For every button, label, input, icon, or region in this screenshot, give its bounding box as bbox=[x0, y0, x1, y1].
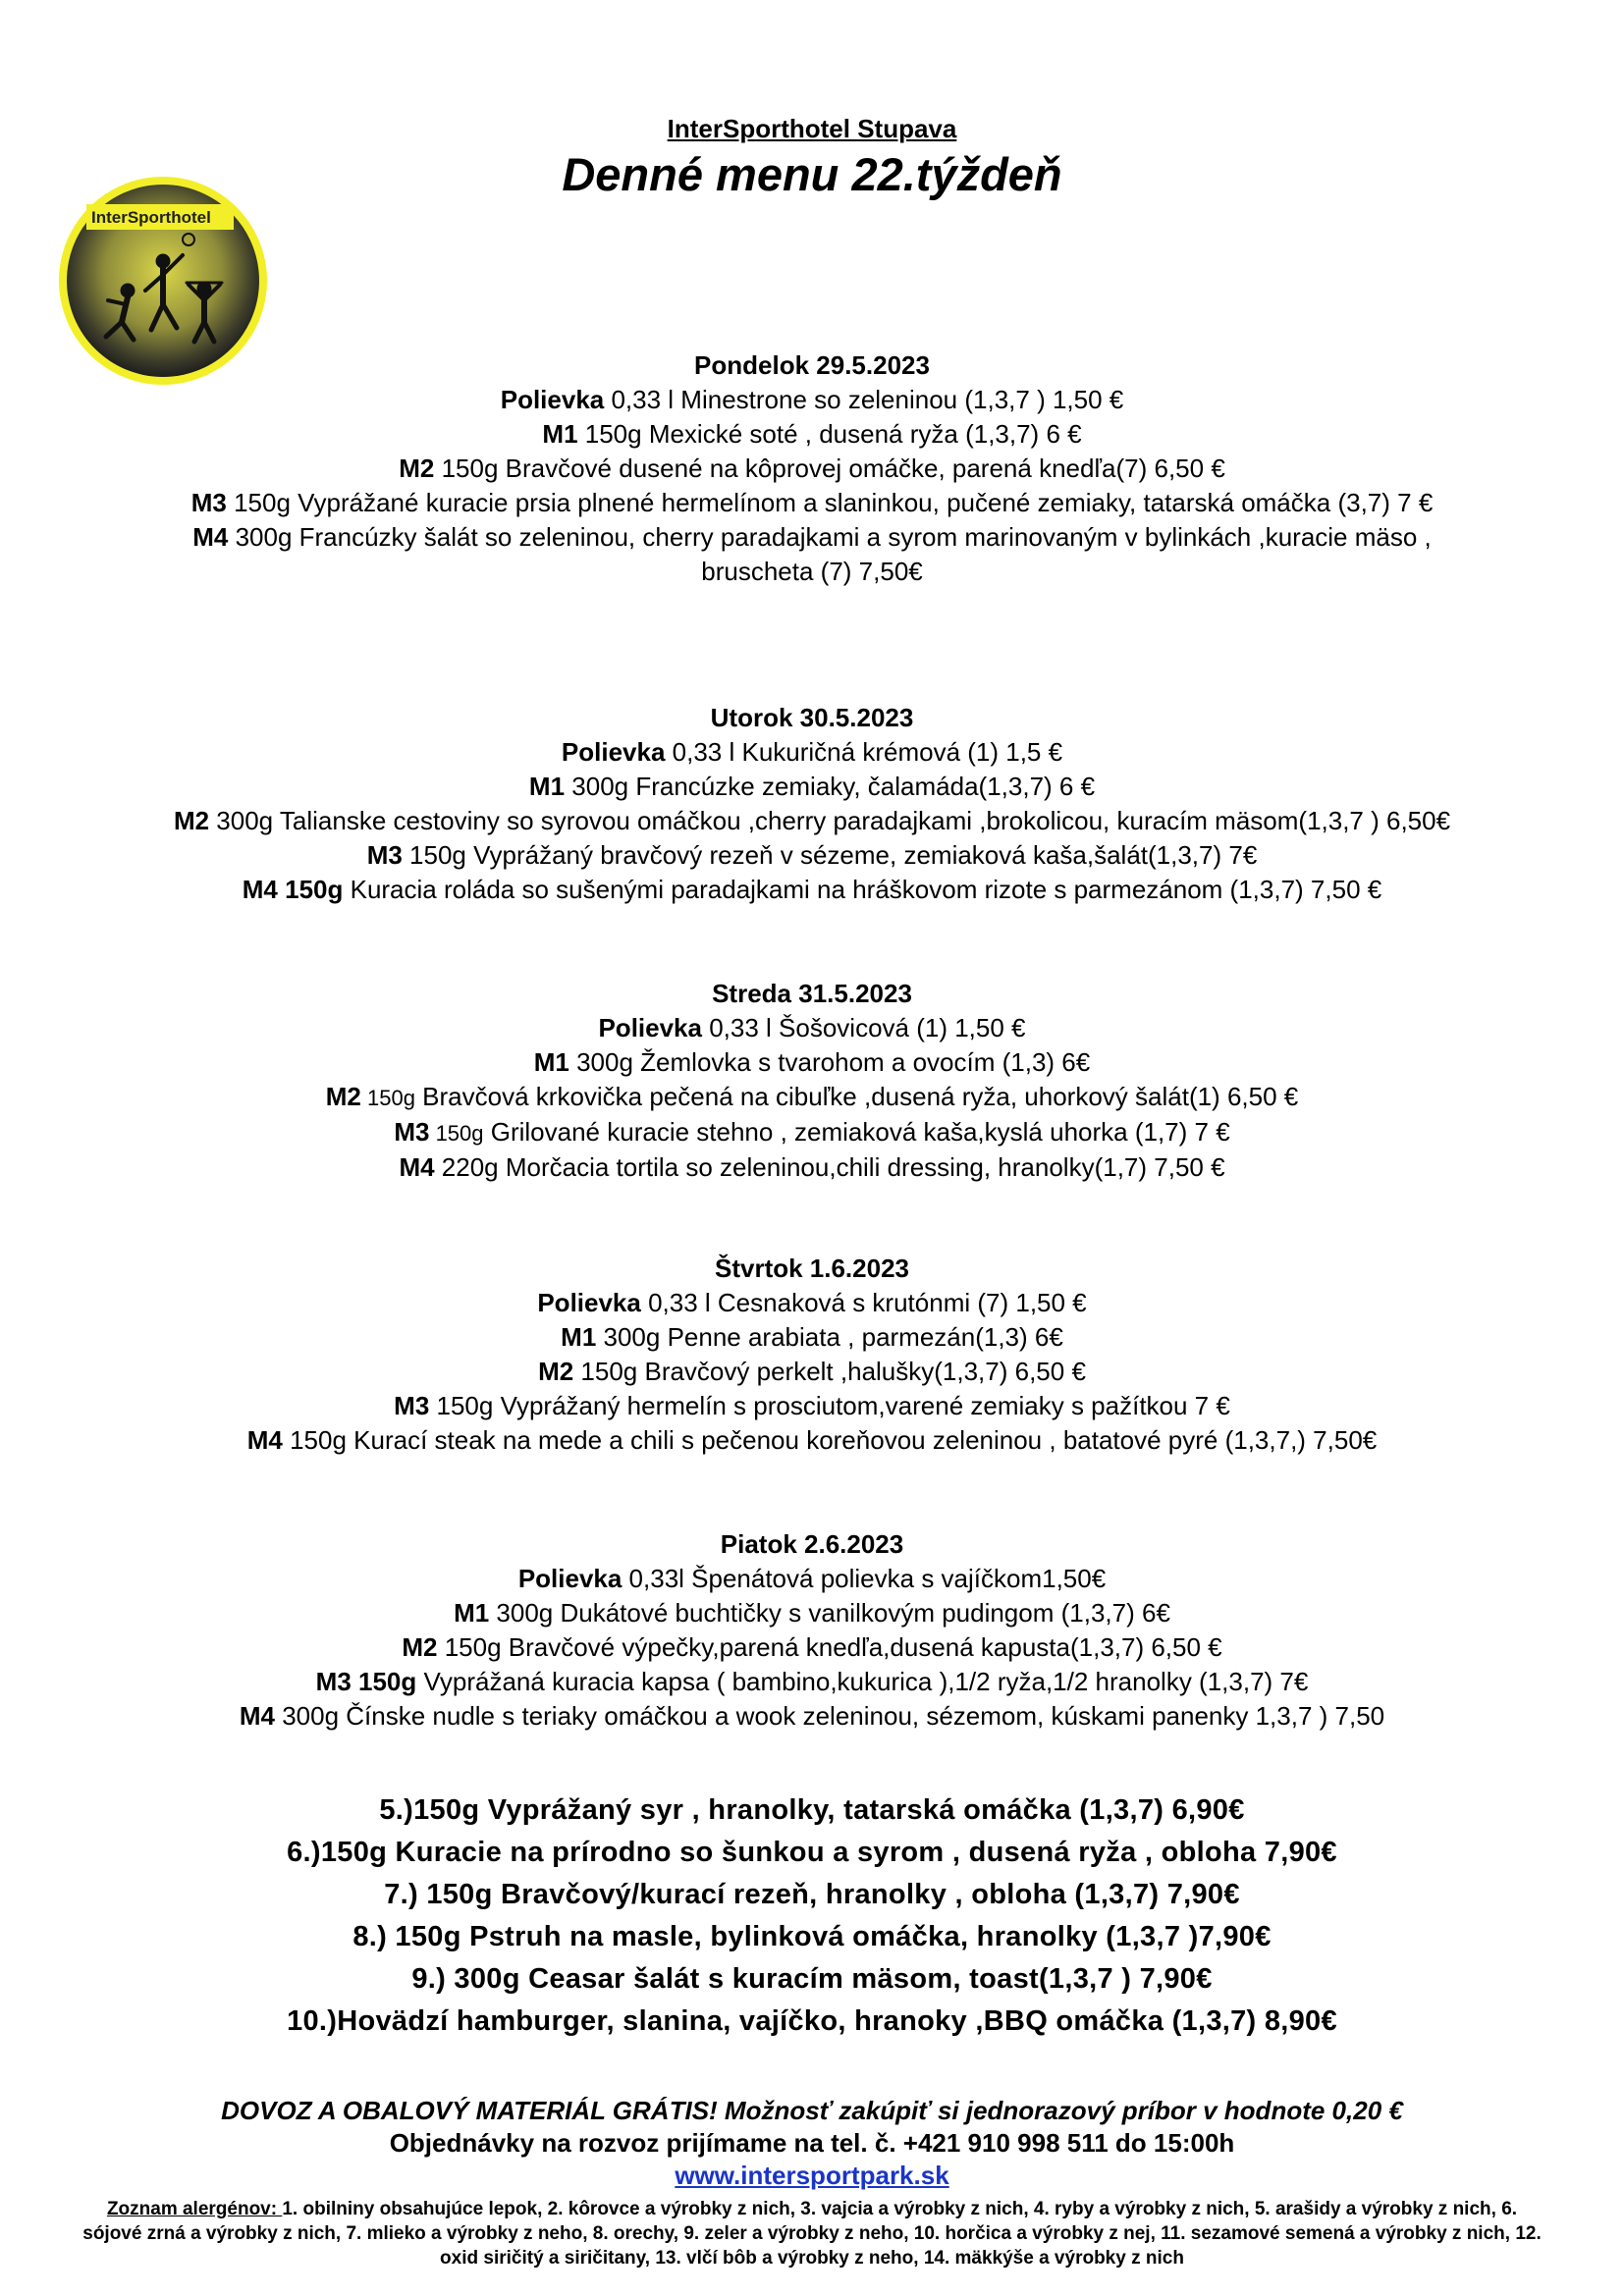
day-date: Pondelok 29.5.2023 bbox=[694, 350, 930, 380]
day-monday bbox=[0, 348, 1624, 589]
menu-item-text: 150g Mexické soté , dusená ryža (1,3,7) 6 € bbox=[577, 419, 1082, 449]
day-tuesday bbox=[0, 701, 1624, 907]
menu-item-code: M4 bbox=[239, 1701, 275, 1731]
menu-item-code: M3 150g bbox=[315, 1667, 417, 1696]
menu-item bbox=[0, 1286, 1624, 1320]
hotel-name: InterSporthotel Stupava bbox=[667, 114, 957, 143]
menu-item bbox=[0, 1150, 1624, 1185]
menu-item bbox=[0, 1355, 1624, 1389]
day-date: Utorok 30.5.2023 bbox=[710, 703, 914, 732]
menu-item-code: Polievka bbox=[537, 1288, 641, 1317]
menu-item bbox=[0, 417, 1624, 452]
menu-item-code: M2 bbox=[538, 1357, 574, 1386]
menu-item bbox=[0, 486, 1624, 520]
menu-item bbox=[0, 838, 1624, 873]
menu-item-code: M4 bbox=[246, 1425, 283, 1455]
menu-item bbox=[0, 735, 1624, 770]
special-item: 8.) 150g Pstruh na masle, bylinková omáčka, hranolky (1,3,7 )7,90€ bbox=[352, 1921, 1272, 1952]
menu-item bbox=[0, 1011, 1624, 1045]
special-item: 6.)150g Kuracie na prírodno so šunkou a syrom , dusená ryža , obloha 7,90€ bbox=[287, 1837, 1337, 1868]
allergen-text: 1. obilniny obsahujúce lepok, 2. kôrovce a výrobky z nich, 3. vajcia a výrobky z nich, 4. ryby a výrobky z nich, 5. arašidy a výrobky z nich, 6. sójové zrná a výrobky z nich, 7. mlieko a výrobky z neho, 8. orechy, 9. zeler a výrobky z neho, 10. horčica a výrobky z nej, 11. sezamové semená a výrobky z nich, 12. oxid siričitý a siričitany, 13. vlčí bôb a výrobky z neho, 14. mäkkýše a výrobky z nich bbox=[82, 2199, 1542, 2269]
website-link[interactable]: www.intersportpark.sk bbox=[675, 2161, 949, 2190]
menu-item bbox=[0, 804, 1624, 838]
allergen-list bbox=[79, 2197, 1545, 2270]
menu-item-text: 150g Vyprážané kuracie prsia plnené hermelínom a slaninkou, pučené zemiaky, tatarská omáčka (3,7) 7 € bbox=[226, 488, 1434, 517]
menu-item-text: Grilované kuracie stehno , zemiaková kaša,kyslá uhorka (1,7) 7 € bbox=[483, 1117, 1230, 1147]
menu-item-code: Polievka bbox=[598, 1013, 702, 1042]
menu-item-text: 220g Morčacia tortila so zeleninou,chili dressing, hranolky(1,7) 7,50 € bbox=[434, 1152, 1225, 1182]
special-item: 9.) 300g Ceasar šalát s kuracím mäsom, toast(1,3,7 ) 7,90€ bbox=[411, 1963, 1213, 1995]
menu-item bbox=[0, 873, 1624, 907]
menu-item-text: 300g Dukátové buchtičky s vanilkovým pudingom (1,3,7) 6€ bbox=[489, 1598, 1170, 1628]
day-friday bbox=[0, 1527, 1624, 1734]
menu-item-weight: 150g bbox=[360, 1086, 415, 1110]
menu-item bbox=[0, 452, 1624, 486]
menu-item-text: 0,33 l Šošovicová (1) 1,50 € bbox=[701, 1013, 1026, 1042]
menu-item-weight: 150g bbox=[429, 1121, 484, 1146]
menu-item bbox=[0, 1665, 1624, 1699]
menu-item-code: M4 bbox=[399, 1152, 435, 1182]
menu-item-text: Vyprážaná kuracia kapsa ( bambino,kukurica ),1/2 ryža,1/2 hranolky (1,3,7) 7€ bbox=[416, 1667, 1309, 1696]
menu-item-code: M4 150g bbox=[242, 875, 344, 904]
menu-item bbox=[0, 1562, 1624, 1596]
menu-item-code: Polievka bbox=[561, 737, 666, 767]
menu-item-text: 300g Penne arabiata , parmezán(1,3) 6€ bbox=[596, 1322, 1063, 1352]
day-thursday bbox=[0, 1252, 1624, 1458]
menu-item-text: Kuracia roláda so sušenými paradajkami na hráškovom rizote s parmezánom (1,3,7) 7,50 € bbox=[343, 875, 1382, 904]
menu-item-text: 0,33 l Minestrone so zeleninou (1,3,7 ) 1,50 € bbox=[604, 385, 1124, 414]
menu-item-code: Polievka bbox=[517, 1564, 623, 1593]
menu-item-text: 150g Bravčové dusené na kôprovej omáčke, parená knedľa(7) 6,50 € bbox=[434, 454, 1225, 483]
allergen-label: Zoznam alergénov: bbox=[106, 2199, 283, 2219]
menu-item-text: 150g Vyprážaný hermelín s prosciutom,varené zemiaky s pažítkou 7 € bbox=[429, 1391, 1230, 1420]
menu-item-text: 300g Talianske cestoviny so syrovou omáčkou ,cherry paradajkami ,brokolicou, kuracím mäsom(1,3,7 ) 6,50€ bbox=[209, 806, 1451, 835]
menu-item bbox=[0, 383, 1624, 417]
special-item: 5.)150g Vyprážaný syr , hranolky, tatarská omáčka (1,3,7) 6,90€ bbox=[379, 1794, 1245, 1826]
day-date: Piatok 2.6.2023 bbox=[720, 1529, 904, 1559]
menu-item-text: 150g Kurací steak na mede a chili s pečenou koreňovou zeleninou , batatové pyré (1,3,7,) 7,50€ bbox=[282, 1425, 1378, 1455]
menu-item bbox=[0, 555, 1624, 589]
menu-item bbox=[0, 1630, 1624, 1665]
menu-title: Denné menu 22.týždeň bbox=[562, 148, 1062, 200]
menu-item-text: 300g Francúzky šalát so zeleninou, cherry paradajkami a syrom marinovaným v bylinkách ,kuracie mäso , bbox=[228, 522, 1432, 552]
menu-item-code: Polievka bbox=[500, 385, 605, 414]
menu-item-text: 150g Bravčové výpečky,parená knedľa,dusená kapusta(1,3,7) 6,50 € bbox=[437, 1632, 1222, 1662]
menu-item-text: 300g Francúzke zemiaky, čalamáda(1,3,7) 6 € bbox=[565, 772, 1096, 801]
menu-item-code: M2 bbox=[399, 454, 435, 483]
menu-item-text: 0,33l Špenátová polievka s vajíčkom1,50€ bbox=[622, 1564, 1107, 1593]
menu-item-code: M1 bbox=[561, 1322, 597, 1352]
menu-item bbox=[0, 520, 1624, 555]
menu-item bbox=[0, 1080, 1624, 1115]
menu-item-text: 300g Žemlovka s tvarohom a ovocím (1,3) 6€ bbox=[568, 1047, 1091, 1077]
menu-item-text: 0,33 l Cesnaková s krutónmi (7) 1,50 € bbox=[640, 1288, 1087, 1317]
day-date: Štvrtok 1.6.2023 bbox=[714, 1254, 909, 1283]
menu-item-text: Bravčová krkovička pečená na cibuľke ,dusená ryža, uhorkový šalát(1) 6,50 € bbox=[414, 1082, 1299, 1111]
menu-item-text: 300g Čínske nudle s teriaky omáčkou a wook zeleninou, sézemom, kúskami panenky 1,3,7 ) 7,50 bbox=[274, 1701, 1385, 1731]
menu-item bbox=[0, 1045, 1624, 1080]
menu-item-code: M3 bbox=[190, 488, 227, 517]
menu-item-code: M2 bbox=[173, 806, 210, 835]
menu-item bbox=[0, 1423, 1624, 1458]
special-item: 7.) 150g Bravčový/kurací rezeň, hranolky , obloha (1,3,7) 7,90€ bbox=[384, 1879, 1240, 1910]
logo-text: InterSporthotel bbox=[91, 208, 211, 227]
menu-item-code: M3 bbox=[394, 1391, 430, 1420]
menu-item-code: M1 bbox=[454, 1598, 490, 1628]
specials-list bbox=[0, 1789, 1624, 2043]
menu-item bbox=[0, 1115, 1624, 1150]
menu-item-text: 150g Bravčový perkelt ,halušky(1,3,7) 6,50 € bbox=[573, 1357, 1086, 1386]
menu-item-text: 0,33 l Kukuričná krémová (1) 1,5 € bbox=[665, 737, 1063, 767]
menu-item bbox=[0, 1320, 1624, 1355]
menu-item-code: M3 bbox=[394, 1117, 430, 1147]
menu-item-text: bruscheta (7) 7,50€ bbox=[701, 557, 923, 586]
day-date: Streda 31.5.2023 bbox=[712, 979, 912, 1008]
menu-item-code: M3 bbox=[366, 840, 403, 870]
menu-item-code: M1 bbox=[528, 772, 566, 801]
day-wednesday bbox=[0, 977, 1624, 1185]
menu-item-code: M2 bbox=[402, 1632, 438, 1662]
delivery-note: DOVOZ A OBALOVÝ MATERIÁL GRÁTIS! Možnosť zakúpiť si jednorazový príbor v hodnote 0,20 € bbox=[221, 2096, 1403, 2125]
menu-item-code: M4 bbox=[192, 522, 229, 552]
menu-item-code: M1 bbox=[542, 419, 578, 449]
menu-item bbox=[0, 1596, 1624, 1630]
menu-item-code: M1 bbox=[533, 1047, 569, 1077]
special-item: 10.)Hovädzí hamburger, slanina, vajíčko, hranoky ,BBQ omáčka (1,3,7) 8,90€ bbox=[287, 2005, 1337, 2037]
menu-item bbox=[0, 1389, 1624, 1423]
menu-item-code: M2 bbox=[325, 1082, 361, 1111]
menu-item-text: 150g Vyprážaný bravčový rezeň v sézeme, zemiaková kaša,šalát(1,3,7) 7€ bbox=[402, 840, 1258, 870]
orders-note: Objednávky na rozvoz prijímame na tel. č. +421 910 998 511 do 15:00h bbox=[389, 2128, 1235, 2158]
menu-item bbox=[0, 1699, 1624, 1734]
menu-item bbox=[0, 770, 1624, 804]
